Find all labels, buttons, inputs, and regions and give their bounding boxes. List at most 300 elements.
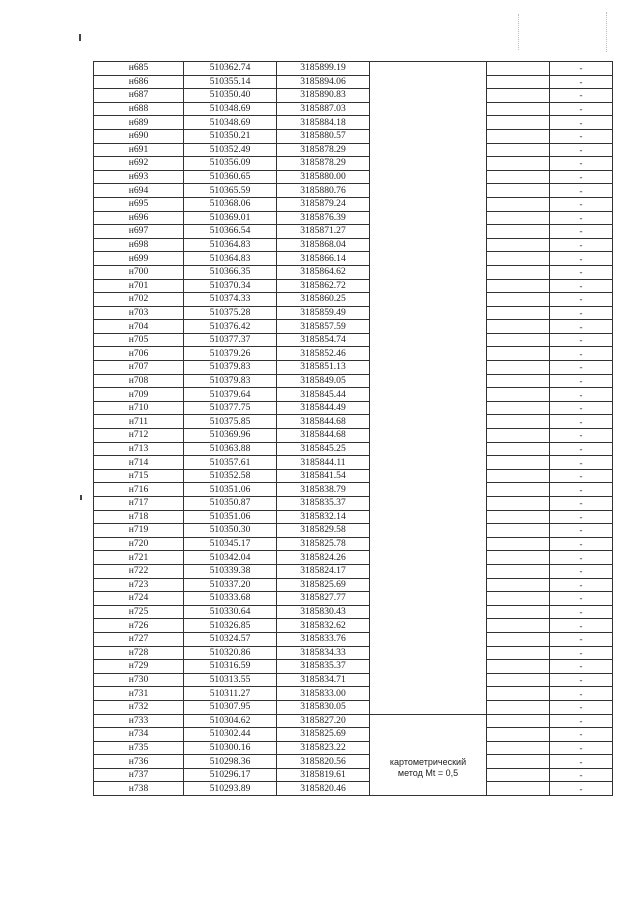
scan-edge-mark-top-right-inner (518, 14, 519, 50)
table-row (94, 238, 613, 252)
dash-cell: - (550, 293, 613, 307)
dash-cell: - (550, 673, 613, 687)
blank-cell (487, 347, 550, 361)
x-coordinate-cell: 510304.62 (184, 714, 277, 728)
x-coordinate-cell: 510293.89 (184, 782, 277, 796)
table-row (94, 129, 613, 143)
dash-cell: - (550, 537, 613, 551)
dash-cell: - (550, 632, 613, 646)
dash-cell: - (550, 225, 613, 239)
dash-cell: - (550, 687, 613, 701)
point-name-cell: н735 (94, 741, 184, 755)
point-name-cell: н708 (94, 374, 184, 388)
x-coordinate-cell: 510302.44 (184, 728, 277, 742)
dash-cell: - (550, 592, 613, 606)
table-row (94, 687, 613, 701)
table-row (94, 62, 613, 76)
blank-cell (487, 238, 550, 252)
blank-cell (487, 755, 550, 769)
table-row (94, 524, 613, 538)
x-coordinate-cell: 510369.01 (184, 211, 277, 225)
point-name-cell: н732 (94, 700, 184, 714)
point-name-cell: н733 (94, 714, 184, 728)
y-coordinate-cell: 3185845.44 (277, 388, 370, 402)
dash-cell: - (550, 619, 613, 633)
point-name-cell: н686 (94, 75, 184, 89)
blank-cell (487, 714, 550, 728)
y-coordinate-cell: 3185844.68 (277, 415, 370, 429)
blank-cell (487, 89, 550, 103)
table-row (94, 483, 613, 497)
point-name-cell: н705 (94, 333, 184, 347)
dash-cell: - (550, 238, 613, 252)
blank-cell (487, 578, 550, 592)
y-coordinate-cell: 3185832.14 (277, 510, 370, 524)
point-name-cell: н726 (94, 619, 184, 633)
dash-cell: - (550, 89, 613, 103)
dash-cell: - (550, 415, 613, 429)
blank-cell (487, 673, 550, 687)
dash-cell: - (550, 429, 613, 443)
table-row (94, 782, 613, 796)
table-row (94, 265, 613, 279)
x-coordinate-cell: 510379.64 (184, 388, 277, 402)
y-coordinate-cell: 3185845.25 (277, 442, 370, 456)
x-coordinate-cell: 510339.38 (184, 564, 277, 578)
table-row (94, 755, 613, 769)
table-row (94, 578, 613, 592)
table-row (94, 673, 613, 687)
point-name-cell: н729 (94, 660, 184, 674)
table-row (94, 605, 613, 619)
y-coordinate-cell: 3185868.04 (277, 238, 370, 252)
blank-cell (487, 741, 550, 755)
blank-cell (487, 646, 550, 660)
point-name-cell: н704 (94, 320, 184, 334)
y-coordinate-cell: 3185825.69 (277, 728, 370, 742)
scan-speck-left-middle (80, 495, 82, 500)
x-coordinate-cell: 510313.55 (184, 673, 277, 687)
table-row (94, 361, 613, 375)
table-row (94, 184, 613, 198)
table-row (94, 306, 613, 320)
y-coordinate-cell: 3185899.19 (277, 62, 370, 76)
table-row (94, 714, 613, 728)
point-name-cell: н709 (94, 388, 184, 402)
point-name-cell: н725 (94, 605, 184, 619)
table-row (94, 564, 613, 578)
blank-cell (487, 592, 550, 606)
coordinates-table (93, 61, 613, 796)
dash-cell: - (550, 143, 613, 157)
dash-cell: - (550, 279, 613, 293)
dash-cell: - (550, 578, 613, 592)
x-coordinate-cell: 510345.17 (184, 537, 277, 551)
table-row (94, 252, 613, 266)
point-name-cell: н703 (94, 306, 184, 320)
dash-cell: - (550, 197, 613, 211)
table-row (94, 442, 613, 456)
blank-cell (487, 429, 550, 443)
method-note-line-2: метод Mt = 0,5 (397, 768, 459, 779)
y-coordinate-cell: 3185880.76 (277, 184, 370, 198)
dash-cell: - (550, 252, 613, 266)
dash-cell: - (550, 510, 613, 524)
blank-cell (487, 75, 550, 89)
point-name-cell: н688 (94, 102, 184, 116)
y-coordinate-cell: 3185824.26 (277, 551, 370, 565)
point-name-cell: н714 (94, 456, 184, 470)
blank-cell (487, 442, 550, 456)
table-row (94, 333, 613, 347)
x-coordinate-cell: 510351.06 (184, 483, 277, 497)
x-coordinate-cell: 510348.69 (184, 102, 277, 116)
table-row (94, 619, 613, 633)
scan-speck-top-left (79, 34, 81, 41)
blank-cell (487, 388, 550, 402)
table-row (94, 197, 613, 211)
table-row (94, 320, 613, 334)
table-row (94, 225, 613, 239)
table-row (94, 157, 613, 171)
y-coordinate-cell: 3185878.29 (277, 143, 370, 157)
table-row (94, 279, 613, 293)
y-coordinate-cell: 3185827.77 (277, 592, 370, 606)
point-name-cell: н690 (94, 129, 184, 143)
dash-cell: - (550, 564, 613, 578)
point-name-cell: н711 (94, 415, 184, 429)
x-coordinate-cell: 510355.14 (184, 75, 277, 89)
blank-cell (487, 197, 550, 211)
y-coordinate-cell: 3185857.59 (277, 320, 370, 334)
x-coordinate-cell: 510337.20 (184, 578, 277, 592)
x-coordinate-cell: 510324.57 (184, 632, 277, 646)
y-coordinate-cell: 3185832.62 (277, 619, 370, 633)
point-name-cell: н707 (94, 361, 184, 375)
x-coordinate-cell: 510377.75 (184, 401, 277, 415)
dash-cell: - (550, 456, 613, 470)
point-name-cell: н701 (94, 279, 184, 293)
table-row (94, 415, 613, 429)
x-coordinate-cell: 510369.96 (184, 429, 277, 443)
blank-cell (487, 537, 550, 551)
point-name-cell: н720 (94, 537, 184, 551)
y-coordinate-cell: 3185890.83 (277, 89, 370, 103)
x-coordinate-cell: 510350.87 (184, 497, 277, 511)
dash-cell: - (550, 116, 613, 130)
blank-cell (487, 143, 550, 157)
table-row (94, 700, 613, 714)
blank-cell (487, 700, 550, 714)
x-coordinate-cell: 510311.27 (184, 687, 277, 701)
dash-cell: - (550, 728, 613, 742)
y-coordinate-cell: 3185820.46 (277, 782, 370, 796)
dash-cell: - (550, 265, 613, 279)
point-name-cell: н715 (94, 469, 184, 483)
table-row (94, 632, 613, 646)
x-coordinate-cell: 510356.09 (184, 157, 277, 171)
blank-cell (487, 374, 550, 388)
dash-cell: - (550, 129, 613, 143)
y-coordinate-cell: 3185830.43 (277, 605, 370, 619)
blank-cell (487, 129, 550, 143)
x-coordinate-cell: 510300.16 (184, 741, 277, 755)
x-coordinate-cell: 510362.74 (184, 62, 277, 76)
x-coordinate-cell: 510366.54 (184, 225, 277, 239)
blank-cell (487, 306, 550, 320)
table-row (94, 170, 613, 184)
point-name-cell: н723 (94, 578, 184, 592)
blank-cell (487, 456, 550, 470)
x-coordinate-cell: 510350.21 (184, 129, 277, 143)
y-coordinate-cell: 3185829.58 (277, 524, 370, 538)
x-coordinate-cell: 510379.83 (184, 374, 277, 388)
y-coordinate-cell: 3185862.72 (277, 279, 370, 293)
dash-cell: - (550, 361, 613, 375)
point-name-cell: н736 (94, 755, 184, 769)
dash-cell: - (550, 497, 613, 511)
point-name-cell: н697 (94, 225, 184, 239)
dash-cell: - (550, 442, 613, 456)
table-row (94, 429, 613, 443)
y-coordinate-cell: 3185894.06 (277, 75, 370, 89)
point-name-cell: н728 (94, 646, 184, 660)
x-coordinate-cell: 510298.36 (184, 755, 277, 769)
x-coordinate-cell: 510375.28 (184, 306, 277, 320)
blank-cell (487, 333, 550, 347)
blank-cell (487, 469, 550, 483)
point-name-cell: н702 (94, 293, 184, 307)
blank-cell (487, 116, 550, 130)
x-coordinate-cell: 510374.33 (184, 293, 277, 307)
y-coordinate-cell: 3185884.18 (277, 116, 370, 130)
dash-cell: - (550, 401, 613, 415)
table-row (94, 374, 613, 388)
point-name-cell: н727 (94, 632, 184, 646)
dash-cell: - (550, 700, 613, 714)
dash-cell: - (550, 741, 613, 755)
table-row (94, 497, 613, 511)
x-coordinate-cell: 510316.59 (184, 660, 277, 674)
x-coordinate-cell: 510350.30 (184, 524, 277, 538)
table-row (94, 116, 613, 130)
table-row (94, 728, 613, 742)
method-note-line-1: картометрический (389, 757, 467, 768)
point-name-cell: н700 (94, 265, 184, 279)
point-name-cell: н696 (94, 211, 184, 225)
dash-cell: - (550, 388, 613, 402)
y-coordinate-cell: 3185835.37 (277, 660, 370, 674)
blank-cell (487, 401, 550, 415)
y-coordinate-cell: 3185878.29 (277, 157, 370, 171)
dash-cell: - (550, 333, 613, 347)
dash-cell: - (550, 170, 613, 184)
table-row (94, 768, 613, 782)
y-coordinate-cell: 3185864.62 (277, 265, 370, 279)
blank-cell (487, 524, 550, 538)
dash-cell: - (550, 524, 613, 538)
blank-cell (487, 632, 550, 646)
blank-cell (487, 320, 550, 334)
x-coordinate-cell: 510350.40 (184, 89, 277, 103)
y-coordinate-cell: 3185860.25 (277, 293, 370, 307)
point-name-cell: н731 (94, 687, 184, 701)
point-name-cell: н693 (94, 170, 184, 184)
y-coordinate-cell: 3185844.68 (277, 429, 370, 443)
table-row (94, 469, 613, 483)
x-coordinate-cell: 510326.85 (184, 619, 277, 633)
table-row (94, 211, 613, 225)
y-coordinate-cell: 3185824.17 (277, 564, 370, 578)
dash-cell: - (550, 306, 613, 320)
blank-cell (487, 157, 550, 171)
point-name-cell: н712 (94, 429, 184, 443)
x-coordinate-cell: 510365.59 (184, 184, 277, 198)
x-coordinate-cell: 510330.64 (184, 605, 277, 619)
y-coordinate-cell: 3185830.05 (277, 700, 370, 714)
point-name-cell: н687 (94, 89, 184, 103)
x-coordinate-cell: 510351.06 (184, 510, 277, 524)
y-coordinate-cell: 3185851.13 (277, 361, 370, 375)
x-coordinate-cell: 510370.34 (184, 279, 277, 293)
point-name-cell: н716 (94, 483, 184, 497)
point-name-cell: н734 (94, 728, 184, 742)
y-coordinate-cell: 3185844.11 (277, 456, 370, 470)
table-row (94, 401, 613, 415)
point-name-cell: н692 (94, 157, 184, 171)
point-name-cell: н710 (94, 401, 184, 415)
point-name-cell: н721 (94, 551, 184, 565)
y-coordinate-cell: 3185876.39 (277, 211, 370, 225)
point-name-cell: н694 (94, 184, 184, 198)
y-coordinate-cell: 3185841.54 (277, 469, 370, 483)
table-row (94, 660, 613, 674)
dash-cell: - (550, 551, 613, 565)
y-coordinate-cell: 3185834.33 (277, 646, 370, 660)
point-name-cell: н706 (94, 347, 184, 361)
y-coordinate-cell: 3185833.00 (277, 687, 370, 701)
coordinates-table-body (94, 62, 613, 796)
blank-cell (487, 564, 550, 578)
y-coordinate-cell: 3185823.22 (277, 741, 370, 755)
y-coordinate-cell: 3185866.14 (277, 252, 370, 266)
dash-cell: - (550, 157, 613, 171)
blank-cell (487, 687, 550, 701)
dash-cell: - (550, 714, 613, 728)
blank-cell (487, 619, 550, 633)
dash-cell: - (550, 469, 613, 483)
table-row (94, 592, 613, 606)
y-coordinate-cell: 3185849.05 (277, 374, 370, 388)
table-row (94, 388, 613, 402)
dash-cell: - (550, 646, 613, 660)
x-coordinate-cell: 510320.86 (184, 646, 277, 660)
dash-cell: - (550, 320, 613, 334)
dash-cell: - (550, 347, 613, 361)
blank-cell (487, 62, 550, 76)
blank-cell (487, 361, 550, 375)
blank-cell (487, 225, 550, 239)
table-row (94, 551, 613, 565)
table-row (94, 143, 613, 157)
y-coordinate-cell: 3185879.24 (277, 197, 370, 211)
blank-cell (487, 497, 550, 511)
x-coordinate-cell: 510363.88 (184, 442, 277, 456)
x-coordinate-cell: 510377.37 (184, 333, 277, 347)
y-coordinate-cell: 3185834.71 (277, 673, 370, 687)
point-name-cell: н718 (94, 510, 184, 524)
point-name-cell: н698 (94, 238, 184, 252)
point-name-cell: н713 (94, 442, 184, 456)
point-name-cell: н730 (94, 673, 184, 687)
table-row (94, 75, 613, 89)
blank-cell (487, 211, 550, 225)
y-coordinate-cell: 3185859.49 (277, 306, 370, 320)
y-coordinate-cell: 3185871.27 (277, 225, 370, 239)
x-coordinate-cell: 510368.06 (184, 197, 277, 211)
y-coordinate-cell: 3185887.03 (277, 102, 370, 116)
dash-cell: - (550, 755, 613, 769)
dash-cell: - (550, 102, 613, 116)
x-coordinate-cell: 510364.83 (184, 252, 277, 266)
y-coordinate-cell: 3185819.61 (277, 768, 370, 782)
y-coordinate-cell: 3185825.69 (277, 578, 370, 592)
point-name-cell: н722 (94, 564, 184, 578)
table-row (94, 456, 613, 470)
blank-cell (487, 265, 550, 279)
blank-cell (487, 279, 550, 293)
blank-cell (487, 510, 550, 524)
point-name-cell: н691 (94, 143, 184, 157)
y-coordinate-cell: 3185827.20 (277, 714, 370, 728)
x-coordinate-cell: 510375.85 (184, 415, 277, 429)
dash-cell: - (550, 660, 613, 674)
x-coordinate-cell: 510360.65 (184, 170, 277, 184)
y-coordinate-cell: 3185825.78 (277, 537, 370, 551)
blank-cell (487, 252, 550, 266)
x-coordinate-cell: 510357.61 (184, 456, 277, 470)
x-coordinate-cell: 510366.35 (184, 265, 277, 279)
y-coordinate-cell: 3185835.37 (277, 497, 370, 511)
method-note-cell (370, 714, 487, 796)
y-coordinate-cell: 3185844.49 (277, 401, 370, 415)
x-coordinate-cell: 510342.04 (184, 551, 277, 565)
table-row (94, 102, 613, 116)
blank-cell (487, 184, 550, 198)
y-coordinate-cell: 3185880.57 (277, 129, 370, 143)
point-name-cell: н695 (94, 197, 184, 211)
dash-cell: - (550, 483, 613, 497)
blank-cell (487, 782, 550, 796)
y-coordinate-cell: 3185852.46 (277, 347, 370, 361)
point-name-cell: н689 (94, 116, 184, 130)
table-row (94, 89, 613, 103)
x-coordinate-cell: 510379.26 (184, 347, 277, 361)
x-coordinate-cell: 510352.58 (184, 469, 277, 483)
dash-cell: - (550, 62, 613, 76)
y-coordinate-cell: 3185880.00 (277, 170, 370, 184)
blank-cell (487, 728, 550, 742)
x-coordinate-cell: 510376.42 (184, 320, 277, 334)
blank-cell (487, 293, 550, 307)
blank-cell (487, 660, 550, 674)
dash-cell: - (550, 768, 613, 782)
y-coordinate-cell: 3185854.74 (277, 333, 370, 347)
x-coordinate-cell: 510307.95 (184, 700, 277, 714)
y-coordinate-cell: 3185838.79 (277, 483, 370, 497)
dash-cell: - (550, 782, 613, 796)
point-name-cell: н724 (94, 592, 184, 606)
